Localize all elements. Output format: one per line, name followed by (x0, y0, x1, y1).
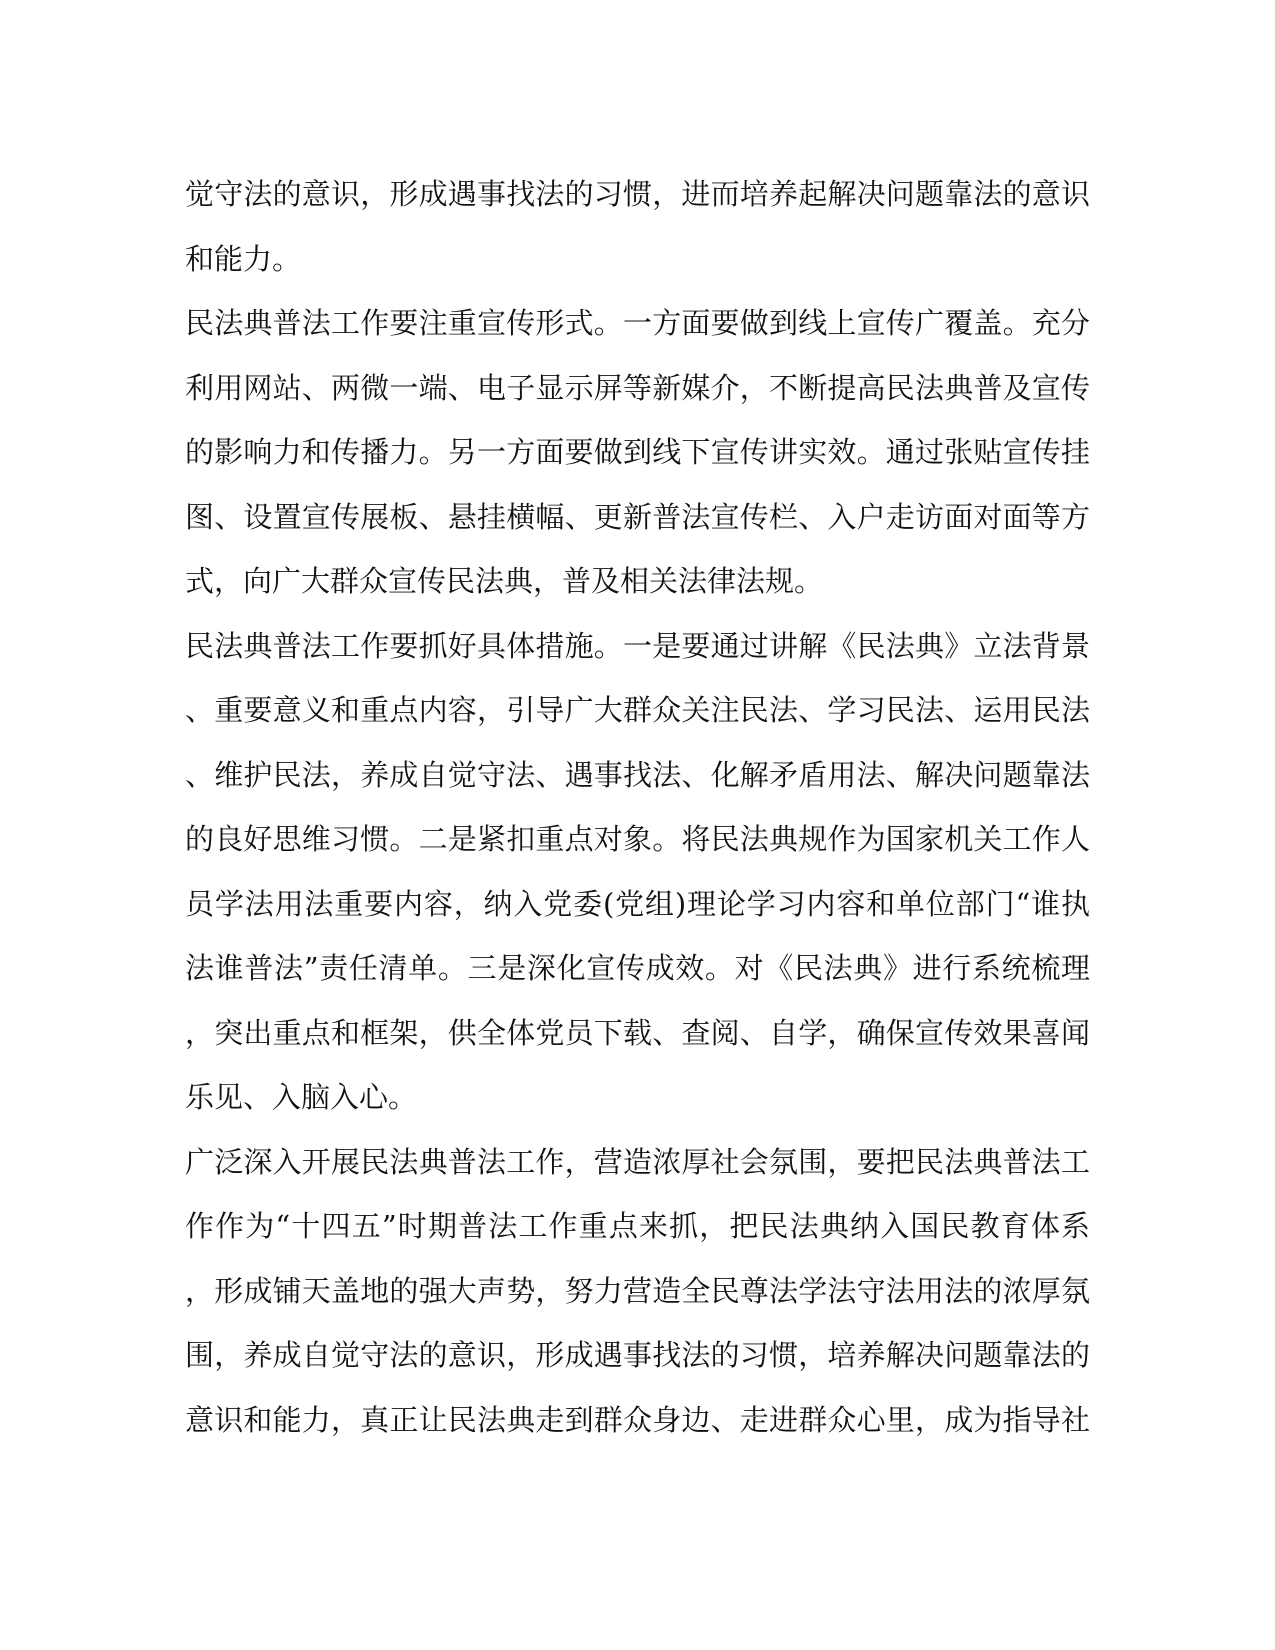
text-line: 、维护民法，养成自觉守法、遇事找法、化解矛盾用法、解决问题靠法 (185, 757, 1090, 792)
text-line: ，形成铺天盖地的强大声势，努力营造全民尊法学法守法用法的浓厚氛 (185, 1273, 1090, 1308)
body-text (185, 162, 1090, 1452)
text-line: 员学法用法重要内容，纳入党委(党组)理论学习内容和单位部门“谁执 (185, 886, 1090, 921)
text-line: 利用网站、两微一端、电子显示屏等新媒介，不断提高民法典普及宣传 (185, 370, 1090, 405)
text-line: ，突出重点和框架，供全体党员下载、查阅、自学，确保宣传效果喜闻 (185, 1015, 1090, 1050)
text-line: 广泛深入开展民法典普法工作，营造浓厚社会氛围，要把民法典普法工 (185, 1144, 1090, 1179)
text-line: 的良好思维习惯。二是紧扣重点对象。将民法典规作为国家机关工作人 (185, 822, 1090, 856)
text-line: 民法典普法工作要抓好具体措施。一是要通过讲解《民法典》立法背景 (185, 628, 1090, 663)
text-line: 意识和能力，真正让民法典走到群众身边、走进群众心里，成为指导社 (185, 1402, 1090, 1437)
text-line: 和能力。 (185, 241, 302, 276)
text-line: 围，养成自觉守法的意识，形成遇事找法的习惯，培养解决问题靠法的 (185, 1338, 1090, 1372)
text-line: 觉守法的意识，形成遇事找法的习惯，进而培养起解决问题靠法的意识 (185, 177, 1090, 211)
text-line: 乐见、入脑入心。 (185, 1080, 418, 1114)
text-line: 法谁普法”责任清单。三是深化宣传成效。对《民法典》进行系统梳理 (185, 951, 1090, 985)
text-line: 、重要意义和重点内容，引导广大群众关注民法、学习民法、运用民法 (185, 693, 1090, 727)
text-line: 民法典普法工作要注重宣传形式。一方面要做到线上宣传广覆盖。充分 (185, 306, 1090, 340)
text-line: 的影响力和传播力。另一方面要做到线下宣传讲实效。通过张贴宣传挂 (185, 435, 1090, 469)
text-line: 图、设置宣传展板、悬挂横幅、更新普法宣传栏、入户走访面对面等方 (185, 499, 1090, 534)
text-line: 式，向广大群众宣传民法典，普及相关法律法规。 (185, 564, 824, 598)
text-line: 作作为“十四五”时期普法工作重点来抓，把民法典纳入国民教育体系 (185, 1209, 1090, 1243)
